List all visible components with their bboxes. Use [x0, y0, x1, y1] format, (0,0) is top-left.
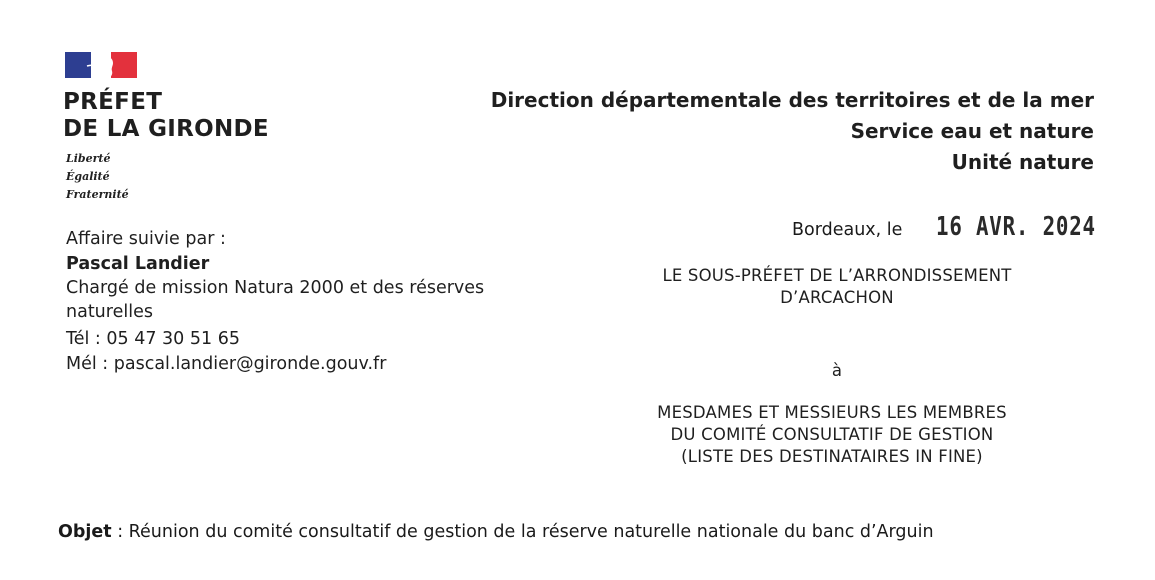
sender-block	[627, 266, 1047, 307]
recipients-line-3: (LISTE DES DESTINATAIRES IN FINE)	[681, 447, 983, 466]
service-name: Service eau et nature	[850, 119, 1094, 143]
recipients-line-2: DU COMITÉ CONSULTATIF DE GESTION	[670, 425, 994, 444]
date-stamp: 16 AVR. 2024	[936, 212, 1096, 242]
sender-line-1: LE SOUS-PRÉFET DE L’ARRONDISSEMENT	[662, 266, 1012, 285]
contact-role-line-1: Chargé de mission Natura 2000 et des réserves	[66, 278, 485, 298]
contact-role-line-2: naturelles	[66, 302, 153, 322]
contact-intro: Affaire suivie par :	[66, 229, 226, 249]
contact-name: Pascal Landier	[66, 254, 210, 274]
to-text: à	[831, 361, 843, 380]
service-direction: Direction départementale des territoires et de la mer	[490, 88, 1094, 112]
service-unit: Unité nature	[951, 150, 1094, 174]
motto-liberte: Liberté	[66, 152, 111, 165]
recipients-block	[622, 403, 1042, 466]
prefet-title-line-2: DE LA GIRONDE	[63, 116, 269, 142]
to-label	[627, 361, 1047, 380]
object-line	[58, 522, 934, 542]
contact-email: Mél : pascal.landier@gironde.gouv.fr	[66, 354, 387, 374]
place-label: Bordeaux, le	[792, 220, 903, 240]
contact-phone: Tél : 05 47 30 51 65	[66, 329, 240, 349]
object-text: : Réunion du comité consultatif de gestion de la réserve naturelle nationale du banc d’Arguin	[111, 522, 934, 542]
motto-egalite: Égalité	[66, 170, 110, 183]
motto-fraternite: Fraternité	[66, 188, 129, 201]
prefet-title-line-1: PRÉFET	[63, 89, 163, 115]
sender-line-2: D’ARCACHON	[780, 288, 894, 307]
marianne-flag-icon	[65, 52, 137, 78]
object-label: Objet	[58, 522, 112, 542]
recipients-line-1: MESDAMES ET MESSIEURS LES MEMBRES	[657, 403, 1007, 422]
